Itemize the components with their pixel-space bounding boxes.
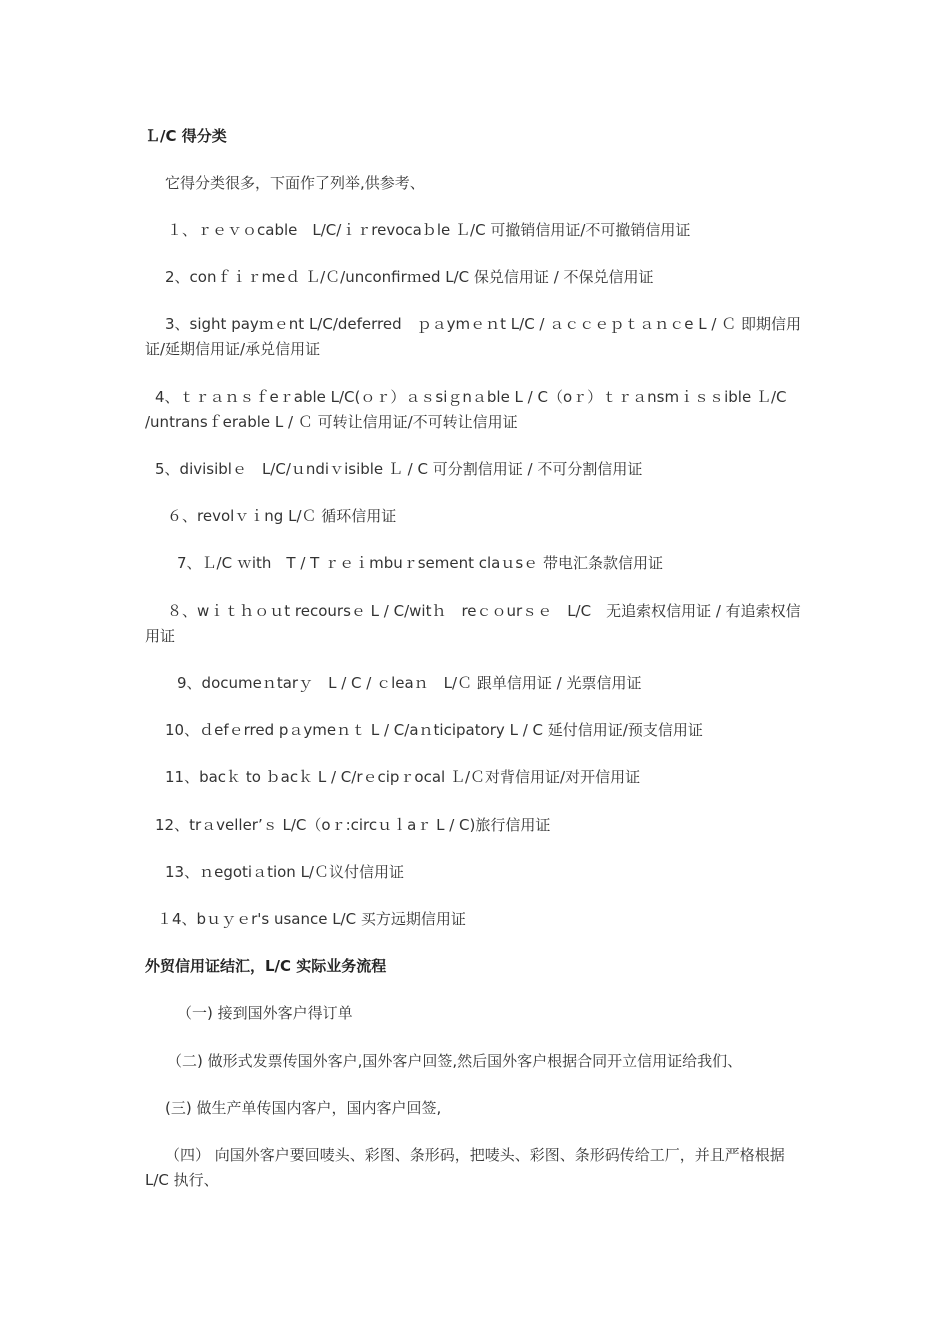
process-step: （二) 做形式发票传国外客户,国外客户回签,然后国外客户根据合同开立信用证给我们、 (167, 1052, 743, 1070)
list-item: 12、trａveller’ｓ L/C（oｒ:circｕｌaｒ L / C)旅行信用证 (155, 816, 551, 834)
doc-title: Ｌ/C 得分类 (145, 127, 227, 145)
process-step: （四） 向国外客户要回唛头、彩图、条形码，把唛头、彩图、条形码传给工厂，并且严格根据 L/C 执行、 (145, 1146, 785, 1189)
process-step: （一) 接到国外客户得订单 (177, 1004, 353, 1022)
list-item: ８、wｉｔｈｏｕt recoursｅ L / C/witｈ reｃｏurｓｅ L/C 无追索权信用证 / 有追索权信用证 (145, 602, 801, 645)
list-item: 4、ｔｒａｎｓｆeｒable L/C(ｏｒ）ａｓsiｇnａble L / C（oｒ）ｔｒａnsmｉｓｓible Ｌ/C /untransｆerable L / Ｃ 可转让信用证/不可转让信用证 (145, 388, 787, 431)
list-item: 9、documeｎtarｙ L / C / ｃleaｎ L/Ｃ 跟单信用证 / 光票信用证 (177, 674, 642, 692)
list-item: 11、bacｋ to ｂacｋ L / C/rｅcipｒocal Ｌ/Ｃ对背信用证/对开信用证 (165, 768, 641, 786)
process-step: (三) 做生产单传国内客户，国内客户回签, (165, 1099, 442, 1117)
list-item: 13、ｎegotiａtion L/Ｃ议付信用证 (165, 863, 404, 881)
list-item: 2、conｆｉｒmeｄ Ｌ/Ｃ/unconfirｍed L/C 保兑信用证 / 不保兑信用证 (165, 268, 654, 286)
list-item: 5、divisiblｅ L/C/ｕndiｖisible Ｌ / C 可分割信用证 / 不可分割信用证 (155, 460, 643, 478)
list-item: 7、Ｌ/C ｗith T / T ｒｅｉmbuｒsement claｕsｅ 带电汇条款信用证 (177, 554, 663, 572)
list-item: １、ｒｅｖｏcable L/C/ｉｒrevocaｂle Ｌ/C 可撤销信用证/不可撤销信用证 (167, 221, 691, 239)
intro-text: 它得分类很多，下面作了列举,供参考、 (165, 174, 425, 192)
list-item: ６、revolｖｉng L/Ｃ 循环信用证 (167, 507, 397, 525)
list-item: 10、ｄefｅrred pａymeｎｔ L / C/aｎticipatory L / C 延付信用证/预支信用证 (165, 721, 703, 739)
list-item: １4、bｕｙｅr's usance L/C 买方远期信用证 (157, 910, 466, 928)
list-item: 3、sight payｍｅnt L/C/deferred ｐａymｅｎt L/C / ａｃｃｅｐｔａｎｃe L / Ｃ 即期信用证/延期信用证/承兑信用证 (145, 315, 801, 358)
section-title: 外贸信用证结汇，L/C 实际业务流程 (145, 957, 387, 975)
